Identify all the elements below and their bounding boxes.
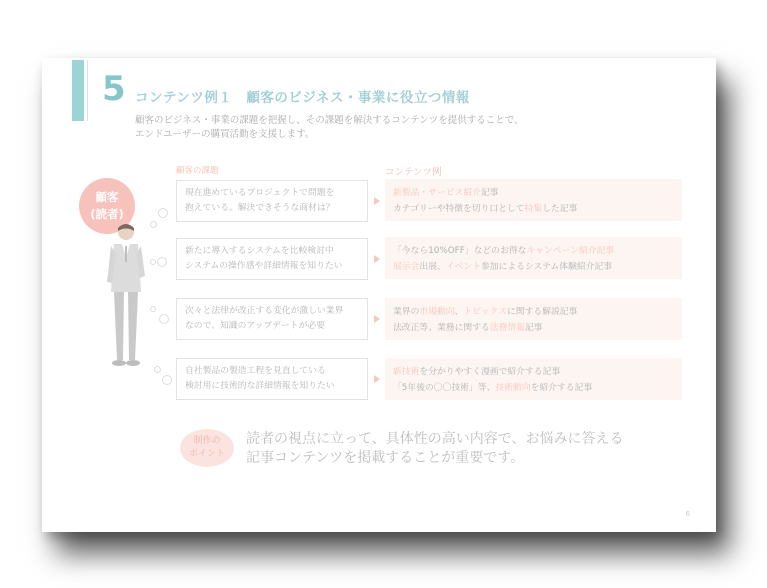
highlight-text: 技術動向 <box>495 383 531 393</box>
content-line-2 <box>393 201 674 217</box>
slide-title: コンテンツ例１ 顧客のビジネス・事業に役立つ情報 <box>135 90 470 106</box>
slide <box>42 58 716 532</box>
customer-badge-line-2: (読者) <box>90 207 124 221</box>
content-example-box <box>385 237 682 279</box>
content-text: 法改正等、業務に関する <box>393 323 490 333</box>
column-header-issue: 顧客の課題 <box>176 166 219 176</box>
column-header-content: コンテンツ例 <box>385 167 442 178</box>
highlight-text: 特集 <box>524 204 543 214</box>
title-accent-bar <box>72 60 84 121</box>
point-badge-line-2: ポイント <box>188 449 225 459</box>
arrow-icon <box>374 255 380 263</box>
thought-dot <box>150 306 156 312</box>
content-text: 記事 <box>480 188 499 198</box>
highlight-text: トピックス <box>463 307 507 317</box>
highlight-text: イベント <box>445 262 482 272</box>
arrow-icon <box>374 315 380 323</box>
content-text: を紹介する記事 <box>530 383 593 393</box>
content-text: 記事 <box>524 323 543 333</box>
lead-line-1: 顧客のビジネス・事業の課題を把握し、その課題を解決するコンテンツを提供することで、 <box>135 115 524 126</box>
content-example-box <box>385 179 682 221</box>
customer-badge-line-1: 顧客 <box>95 190 119 204</box>
issue-line-2: システムの操作感や詳細情報を知りたい <box>185 261 343 271</box>
thought-dot <box>162 375 172 385</box>
page-number: 6 <box>685 510 690 518</box>
issue-line-2: 抱えている。解決できそうな商材は？ <box>185 203 335 213</box>
issue-line-1: 自社製品の製造工程を見直している <box>185 366 326 376</box>
content-text: した記事 <box>542 204 578 214</box>
thought-dot <box>157 257 167 267</box>
thought-dot <box>154 366 161 373</box>
arrow-icon <box>374 197 380 205</box>
content-text: 参加によるシステム体験紹介記事 <box>481 262 613 272</box>
content-line-2 <box>393 259 674 275</box>
highlight-text: 市場動向 <box>419 307 455 317</box>
businessperson-illustration <box>104 220 148 368</box>
issue-line-2: 検討用に技術的な詳細情報を知りたい <box>185 381 335 391</box>
issue-box <box>176 358 368 400</box>
content-example-box <box>385 358 682 400</box>
highlight-text: 新製品・サービス紹介 <box>393 188 481 198</box>
issue-box <box>176 238 368 280</box>
content-text: を分かりやすく漫画で紹介する記事 <box>419 367 561 377</box>
content-line-1 <box>393 185 674 201</box>
section-number: 5 <box>102 69 126 109</box>
point-badge-line-1: 制作の <box>193 436 221 446</box>
arrow-icon <box>374 375 380 383</box>
content-text: 業界の <box>393 307 420 317</box>
content-text: カテゴリーや特徴を切り口として <box>393 204 525 214</box>
highlight-text: キャンペーン紹介記事 <box>526 246 615 256</box>
issue-box <box>176 180 368 222</box>
issue-line-1: 現在進めているプロジェクトで問題を <box>185 188 335 198</box>
point-line-1: 読者の視点に立って、具体性の高い内容で、お悩みに答える <box>246 431 624 447</box>
content-example-box <box>385 298 682 340</box>
content-text: 「5年後の〇〇技術」等、 <box>393 383 496 393</box>
content-line-1 <box>393 243 674 259</box>
highlight-text: 法務情報 <box>489 323 525 333</box>
content-text: 出展、 <box>419 262 446 272</box>
highlight-text: 展示会 <box>393 262 420 272</box>
issue-line-1: 次々と法律が改正する変化が激しい業界 <box>185 306 344 316</box>
content-text: に関する解説記事 <box>506 307 578 317</box>
thought-dot <box>150 259 156 265</box>
thought-dot <box>150 221 157 228</box>
content-line-1 <box>393 364 674 380</box>
content-text: 「今なら10%OFF」などのお得な <box>393 246 527 256</box>
title-accent-line <box>87 60 88 121</box>
lead-line-2: エンドユーザーの購買活動を支援します。 <box>135 129 315 140</box>
issue-line-2: なので、知識のアップデートが必要 <box>185 321 325 331</box>
production-point-text <box>246 430 623 468</box>
issue-box <box>176 298 368 340</box>
production-point-badge <box>180 429 234 467</box>
thought-dot <box>159 314 169 324</box>
content-line-2 <box>393 380 674 396</box>
content-text: 、 <box>454 307 464 317</box>
lead-text <box>135 114 635 142</box>
content-line-2 <box>393 320 674 336</box>
highlight-text: 新技術 <box>393 367 420 377</box>
point-line-2: 記事コンテンツを掲載することが重要です。 <box>246 450 525 466</box>
content-line-1 <box>393 304 674 320</box>
thought-dot <box>158 208 168 218</box>
issue-line-1: 新たに導入するシステムを比較検討中 <box>185 246 334 256</box>
